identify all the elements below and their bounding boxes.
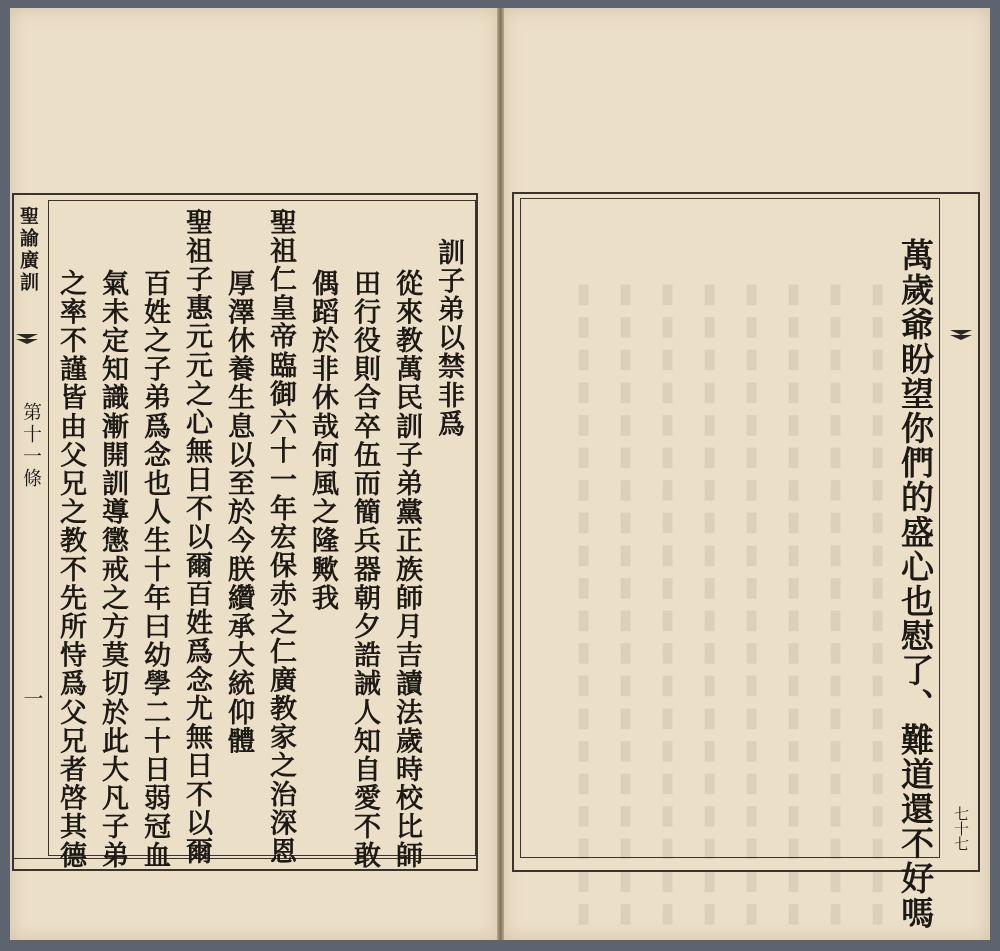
- right-text-column-1: 萬歲爺盼望你們的盛心也慰了、難道還不好嗎: [896, 238, 935, 930]
- book-gutter: [497, 8, 504, 940]
- left-text-column-9: 之率不謹皆由父兄之教不先所恃爲父兄者啓其德: [55, 269, 86, 870]
- left-text-column-5: 厚澤休養生息以至於今朕纘承大統仰體: [223, 269, 254, 756]
- show-through-shadow: ▮▮▮▮▮▮▮▮▮▮▮▮▮▮▮▮▮▮▮▮: [652, 278, 683, 930]
- show-through-shadow: ▮▮▮▮▮▮▮▮▮▮▮▮▮▮▮▮▮▮▮▮: [694, 278, 725, 930]
- left-text-column-7: 百姓之子弟爲念也人生十年曰幼學二十日弱冠血: [139, 269, 170, 870]
- left-page-number: 一: [20, 688, 44, 711]
- left-text-column-8: 氣未定知識漸開訓導懲戒之方莫切於此大凡子弟: [97, 269, 128, 870]
- show-through-shadow: ▮▮▮▮▮▮▮▮▮▮▮▮▮▮▮▮▮▮▮▮: [778, 278, 809, 930]
- left-text-column-2: 田行役則合卒伍而簡兵器朝夕誥誡人知自愛不敢: [349, 269, 380, 870]
- left-page-title: 訓子弟以禁非爲: [433, 238, 464, 439]
- left-text-column-6: 聖祖子惠元元之心無日不以爾百姓爲念尤無日不以爾: [181, 208, 212, 866]
- fish-tail-icon: [16, 334, 38, 344]
- chapter-label: 第十一條: [20, 402, 42, 490]
- show-through-shadow: ▮▮▮▮▮▮▮▮▮▮▮▮▮▮▮▮▮▮▮▮: [736, 278, 767, 930]
- left-text-column-3: 偶蹈於非休哉何風之隆歟我: [307, 269, 338, 613]
- right-page-number: 七十七: [952, 806, 970, 851]
- show-through-shadow: ▮▮▮▮▮▮▮▮▮▮▮▮▮▮▮▮▮▮▮▮: [862, 278, 893, 930]
- left-text-column-4: 聖祖仁皇帝臨御六十一年宏保赤之仁廣教家之治深恩: [265, 208, 296, 866]
- show-through-shadow: ▮▮▮▮▮▮▮▮▮▮▮▮▮▮▮▮▮▮▮▮: [568, 278, 599, 930]
- fish-tail-icon: [950, 330, 972, 340]
- left-text-column-1: 從來教萬民訓子弟黨正族師月吉讀法歲時校比師: [391, 269, 422, 870]
- show-through-shadow: ▮▮▮▮▮▮▮▮▮▮▮▮▮▮▮▮▮▮▮▮: [610, 278, 641, 930]
- book-header-title: 聖諭廣訓: [17, 206, 39, 294]
- show-through-shadow: ▮▮▮▮▮▮▮▮▮▮▮▮▮▮▮▮▮▮▮▮: [820, 278, 851, 930]
